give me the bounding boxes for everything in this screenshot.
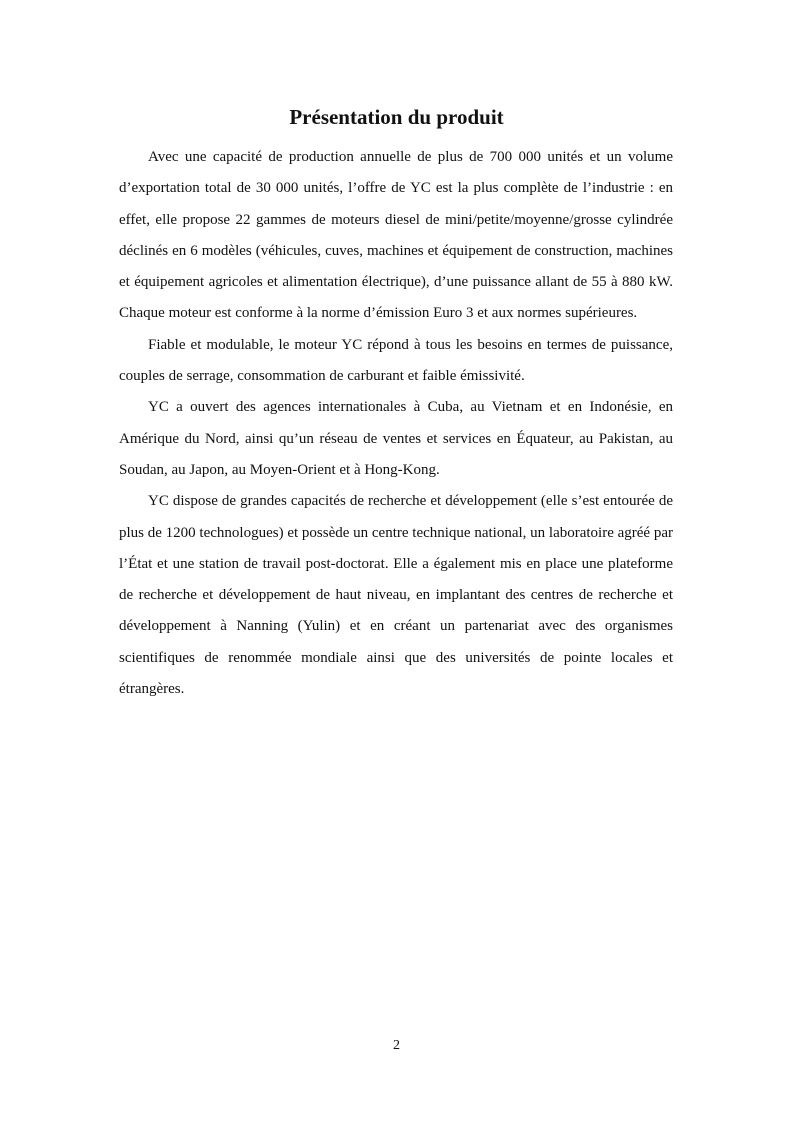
paragraph-reliability: Fiable et modulable, le moteur YC répond à tous les besoins en termes de puissance, couples de serrage, consommation de carburant et faible émissivité. (119, 336, 673, 385)
page-number: 2 (393, 1038, 400, 1053)
paragraph-international-agencies: YC a ouvert des agences internationales à Cuba, au Vietnam et en Indonésie, en Amérique du Nord, ainsi qu’un réseau de ventes et services en Équateur, au Pakistan, au Soudan, au Japon, au Moyen-Orient et à Hong-Kong. (119, 399, 673, 478)
paragraph-research-development: YC dispose de grandes capacités de recherche et développement (elle s’est entourée de plus de 1200 technologues) et possède un centre technique national, un laboratoire agréé par l’État et une station de travail post-doctorat. Elle a également mis en place une plateforme de recherche et développement de haut niveau, en implantant des centres de recherche et développement à Nanning (Yulin) et en créant un partenariat avec des organismes scientifiques de renommée mondiale ainsi que des universités de pointe locales et étrangères. (119, 493, 673, 698)
body-text (119, 142, 673, 705)
paragraph-production-capacity: Avec une capacité de production annuelle de plus de 700 000 unités et un volume d’exportation total de 30 000 unités, l’offre de YC est la plus complète de l’industrie : en effet, elle propose 22 gammes de moteurs diesel de mini/petite/moyenne/grosse cylindrée déclinés en 6 modèles (véhicules, cuves, machines et équipement de construction, machines et équipement agricoles et alimentation électrique), d’une puissance allant de 55 à 880 kW. Chaque moteur est conforme à la norme d’émission Euro 3 et aux normes supérieures. (119, 149, 673, 322)
page-title: Présentation du produit (289, 105, 504, 129)
